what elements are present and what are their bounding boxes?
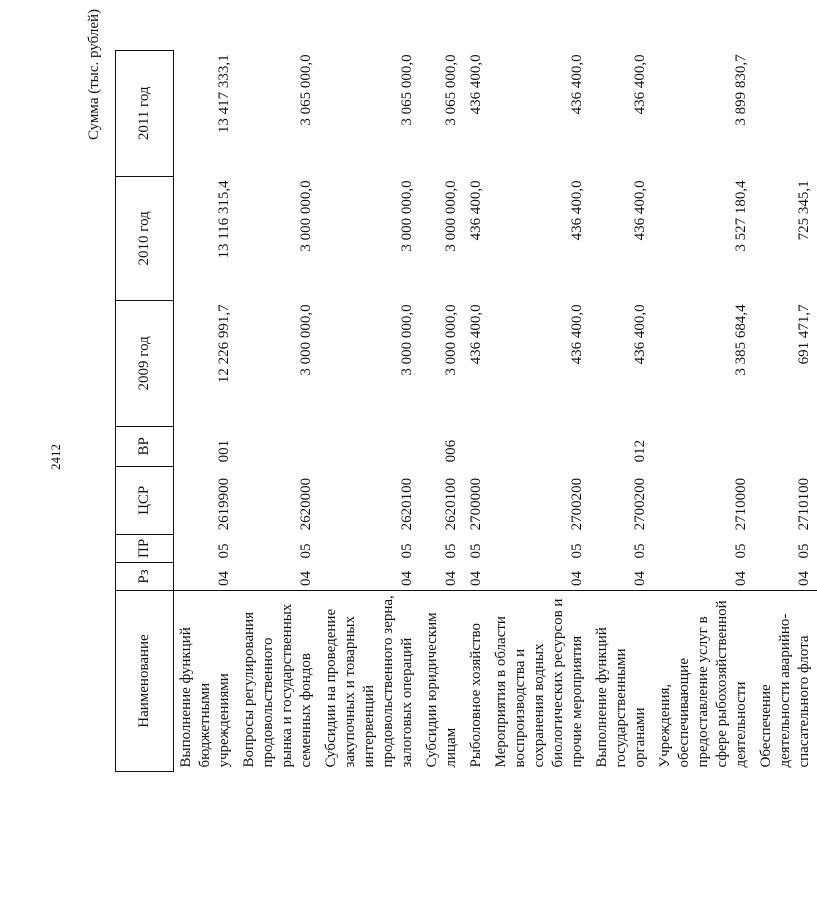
cell-y2010: 3 527 180,4	[733, 180, 749, 252]
cell-csr: 2700000	[468, 477, 484, 531]
cell-rz: 04	[468, 571, 484, 586]
cell-vr	[464, 426, 489, 466]
cell-vr	[237, 426, 319, 466]
header-row	[116, 50, 174, 771]
cell-csr: 2619900	[216, 477, 232, 531]
cell-y2010: 3 000 000,0	[298, 180, 314, 252]
cell-vr: 001	[216, 439, 232, 463]
cell-y2009: 12 226 991,7	[216, 304, 232, 384]
table-row	[174, 50, 238, 771]
cell-y2009: 436 400,0	[569, 304, 585, 365]
cell-y2011: 3 065 000,0	[443, 54, 459, 126]
cell-y2009: 3 000 000,0	[399, 304, 415, 376]
cell-y2011: 436 400,0	[632, 54, 648, 115]
table-body	[174, 50, 817, 771]
cell-pr: 05	[468, 543, 484, 559]
header-rz: Рз	[116, 563, 174, 591]
cell-y2009: 3 385 684,4	[733, 304, 749, 376]
cell-pr: 05	[298, 543, 314, 559]
cell-y2009: 3 000 000,0	[298, 304, 314, 376]
cell-rz: 04	[443, 571, 459, 586]
cell-pr: 05	[443, 543, 459, 559]
cell-y2011: 3 899 830,7	[733, 54, 749, 126]
cell-csr: 2620100	[443, 477, 459, 531]
cell-pr: 05	[733, 543, 749, 559]
table-row	[590, 50, 653, 771]
cell-vr: 012	[632, 439, 648, 463]
cell-rz: 04	[298, 571, 314, 586]
cell-csr: 2710000	[733, 477, 749, 531]
header-vr: ВР	[116, 426, 174, 466]
table-row	[319, 50, 420, 771]
cell-rz: 04	[632, 571, 648, 586]
cell-pr: 05	[569, 543, 585, 559]
cell-rz: 04	[569, 571, 585, 586]
cell-csr: 2700200	[632, 477, 648, 531]
cell-y2010: 725 345,1	[796, 180, 812, 241]
cell-rz: 04	[796, 571, 812, 586]
cell-name: Выполнение функций бюджетными учреждениями	[174, 591, 238, 772]
header-2009: 2009 год	[116, 300, 174, 426]
cell-y2009: 436 400,0	[632, 304, 648, 365]
cell-y2010: 436 400,0	[468, 180, 484, 241]
cell-name: Субсидии на проведение закупочных и товарных интервенций продовольственного зерна, залоговых операций	[319, 591, 420, 772]
cell-y2011	[754, 50, 817, 176]
header-csr: ЦСР	[116, 466, 174, 534]
cell-y2010: 3 000 000,0	[399, 180, 415, 252]
cell-y2010: 13 116 315,4	[216, 180, 232, 259]
cell-csr: 2620000	[298, 477, 314, 531]
cell-name: Выполнение функций государственными органами	[590, 591, 653, 772]
cell-pr: 05	[399, 543, 415, 559]
header-pr: ПР	[116, 534, 174, 562]
cell-y2011: 436 400,0	[468, 54, 484, 115]
header-name: Наименование	[116, 591, 174, 772]
cell-name: Обеспечение деятельности аварийно-спасательного флота	[754, 591, 817, 772]
cell-name: Рыболовное хозяйство	[464, 591, 489, 772]
table-row	[237, 50, 319, 771]
cell-y2011: 3 065 000,0	[399, 54, 415, 126]
cell-y2009: 691 471,7	[796, 304, 812, 365]
table-row	[420, 50, 464, 771]
cell-y2010: 3 000 000,0	[443, 180, 459, 252]
cell-pr: 05	[216, 543, 232, 559]
cell-y2011: 13 417 333,1	[216, 54, 232, 134]
cell-y2011: 3 065 000,0	[298, 54, 314, 126]
cell-name: Вопросы регулирования продовольственного рынка и государственных семенных фондов	[237, 591, 319, 772]
cell-pr: 05	[632, 543, 648, 559]
cell-csr: 2710100	[796, 477, 812, 531]
cell-csr: 2620100	[399, 477, 415, 531]
page-number: 2412	[48, 444, 63, 470]
cell-pr: 05	[796, 543, 812, 559]
table-row	[489, 50, 590, 771]
cell-name: Учреждения, обеспечивающие предоставление услуг в сфере рыбохозяйственной деятельности	[653, 591, 754, 772]
header-2011: 2011 год	[116, 50, 174, 176]
budget-table	[115, 50, 817, 772]
cell-name: Мероприятия в области воспроизводства и сохранения водных биологических ресурсов и прочие мероприятия	[489, 591, 590, 772]
cell-rz: 04	[733, 571, 749, 586]
table-row	[464, 50, 489, 771]
cell-y2009: 3 000 000,0	[443, 304, 459, 376]
cell-rz: 04	[399, 571, 415, 586]
cell-vr: 006	[443, 439, 459, 463]
table-row	[653, 50, 754, 771]
cell-y2010: 436 400,0	[632, 180, 648, 241]
cell-vr	[754, 426, 817, 466]
header-2010: 2010 год	[116, 176, 174, 300]
cell-vr	[319, 426, 420, 466]
cell-y2010: 436 400,0	[569, 180, 585, 241]
cell-y2011: 436 400,0	[569, 54, 585, 115]
cell-csr: 2700200	[569, 477, 585, 531]
cell-rz: 04	[216, 571, 232, 586]
table-row	[754, 50, 817, 771]
unit-label: Сумма (тыс. рублей)	[86, 8, 102, 140]
cell-y2009: 436 400,0	[468, 304, 484, 365]
cell-name: Субсидии юридическим лицам	[420, 591, 464, 772]
cell-vr	[489, 426, 590, 466]
cell-vr	[653, 426, 754, 466]
